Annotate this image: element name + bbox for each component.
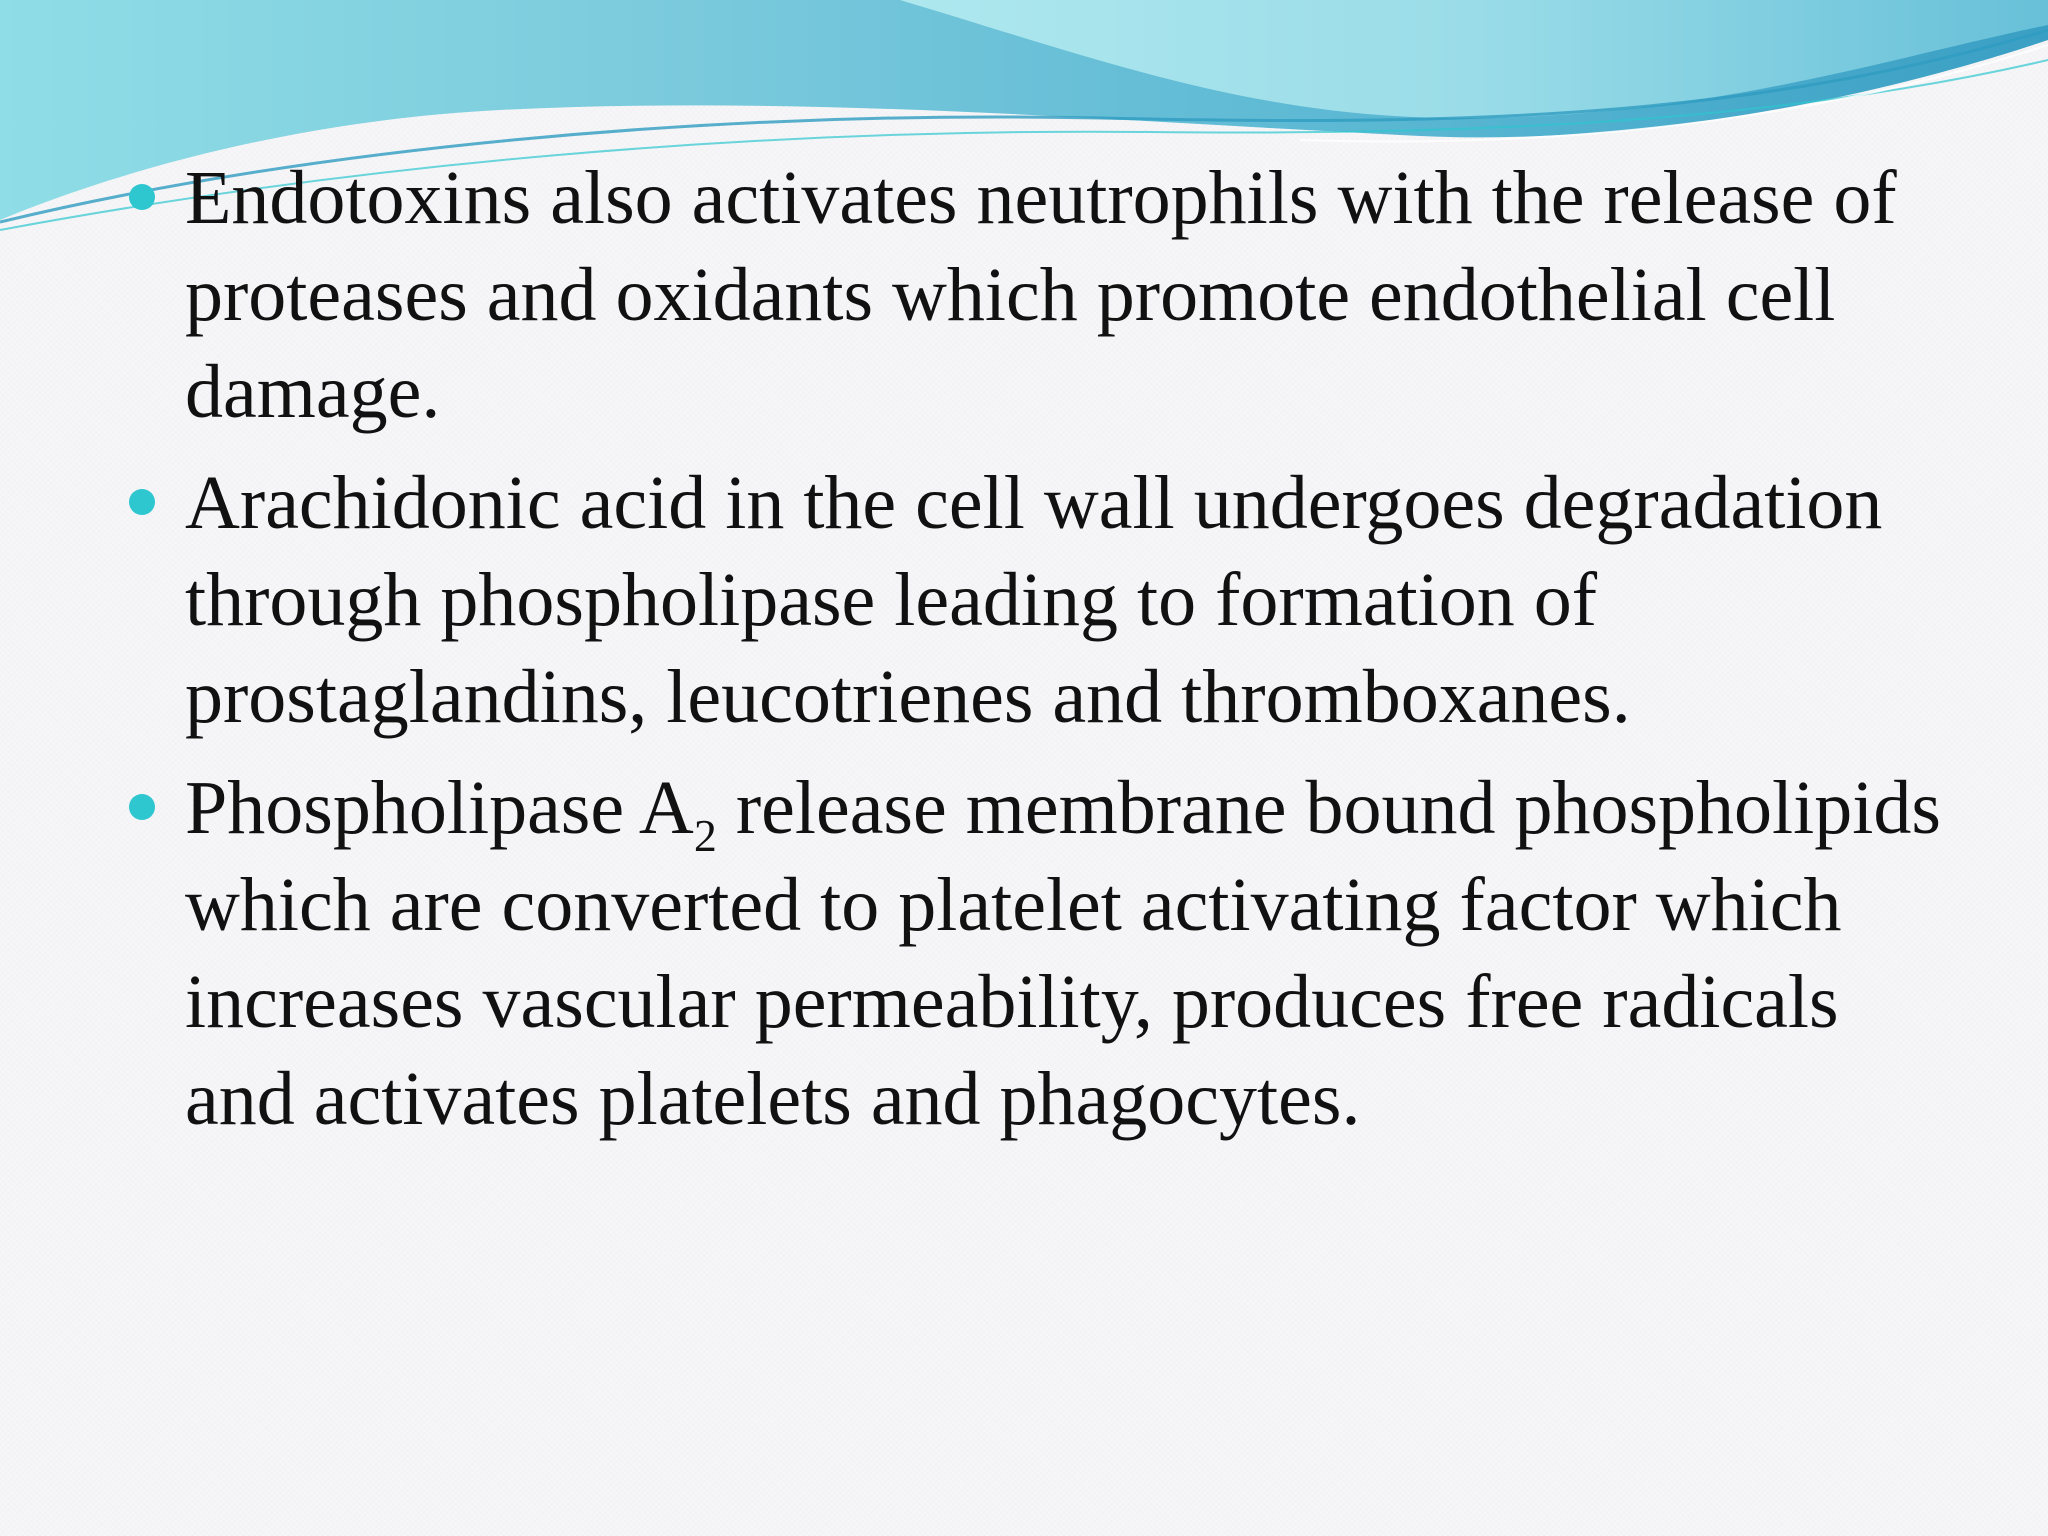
bullet-item (0, 760, 2048, 1148)
bullet-dot-icon (129, 794, 155, 820)
bullet-dot-icon (129, 184, 155, 210)
bullet-item (0, 455, 2048, 746)
bullet-text: Arachidonic acid in the cell wall undergoes degradation through phospholipase leading to formation of prostaglandins, leucotrienes and thromboxanes. (185, 461, 1883, 739)
bullet-text-start: Phospholipase A (185, 766, 694, 850)
bullet-item (0, 150, 2048, 441)
bullet-dot-icon (129, 489, 155, 515)
bullet-text: Endotoxins also activates neutrophils with the release of proteases and oxidants which promote endothelial cell damage. (185, 156, 1897, 434)
bullet-text-end: release membrane bound phospholipids which are converted to platelet activating factor which increases vascular permeability, produces free radicals and activates platelets and phagocytes. (185, 766, 1941, 1141)
bullet-list (0, 150, 2048, 1162)
subscript-2: 2 (693, 810, 717, 861)
